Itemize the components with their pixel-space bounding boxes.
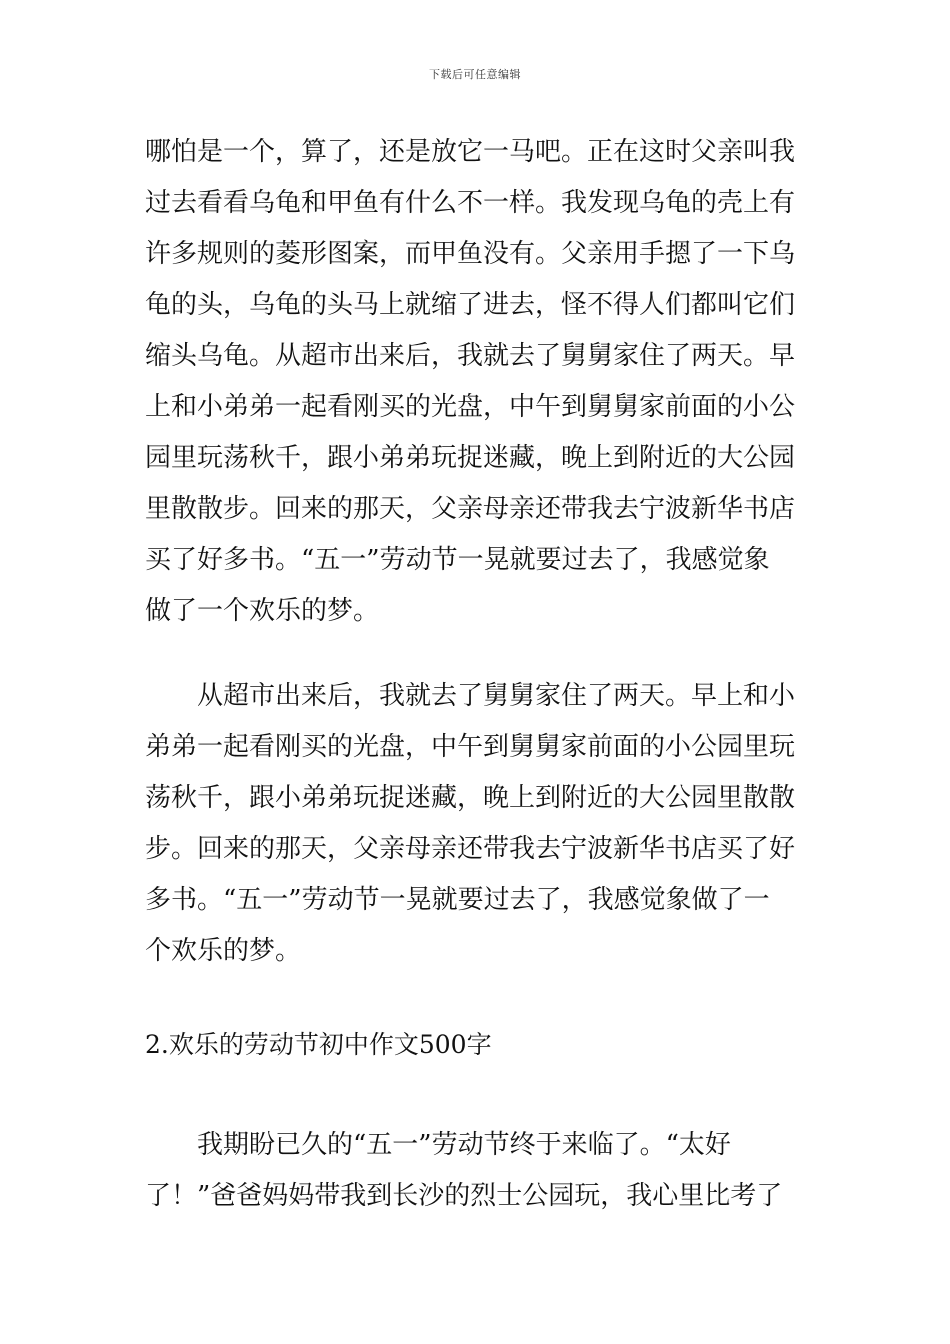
paragraph-line: 做了一个欢乐的梦。 [145,596,380,626]
paragraph-line: 我期盼已久的“五一”劳动节终于来临了。“太好 [197,1130,731,1160]
paragraph-line: 上和小弟弟一起看刚买的光盘，中午到舅舅家前面的小公 [145,392,796,422]
paragraph-line: 园里玩荡秋千，跟小弟弟玩捉迷藏，晚上到附近的大公园 [145,443,796,473]
paragraph-1 [145,127,805,637]
paragraph-line: 哪怕是一个，算了，还是放它一马吧。正在这时父亲叫我 [145,137,796,167]
paragraph-2 [145,671,805,977]
paragraph-line: 买了好多书。“五一”劳动节一晃就要过去了，我感觉象 [145,545,770,575]
paragraph-line: 弟弟一起看刚买的光盘，中午到舅舅家前面的小公园里玩 [145,732,796,762]
paragraph-line: 过去看看乌龟和甲鱼有什么不一样。我发现乌龟的壳上有 [145,188,796,218]
paragraph-line: 个欢乐的梦。 [145,936,302,966]
paragraph-line: 龟的头，乌龟的头马上就缩了进去，怪不得人们都叫它们 [145,290,796,320]
section-heading: 2.欢乐的劳动节初中作文500字 [145,1030,492,1059]
paragraph-line: 许多规则的菱形图案，而甲鱼没有。父亲用手摁了一下乌 [145,239,796,269]
paragraph-line: 步。回来的那天，父亲母亲还带我去宁波新华书店买了好 [145,834,796,864]
paragraph-line: 荡秋千，跟小弟弟玩捉迷藏，晚上到附近的大公园里散散 [145,783,796,813]
page-header: 下载后可任意编辑 [429,68,521,81]
paragraph-line: 了！”爸爸妈妈带我到长沙的烈士公园玩，我心里比考了 [145,1181,783,1211]
paragraph-line: 多书。“五一”劳动节一晃就要过去了，我感觉象做了一 [145,885,770,915]
paragraph-line: 从超市出来后，我就去了舅舅家住了两天。早上和小 [197,681,796,711]
paragraph-3 [145,1120,805,1222]
paragraph-line: 里散散步。回来的那天，父亲母亲还带我去宁波新华书店 [145,494,796,524]
paragraph-line: 缩头乌龟。从超市出来后，我就去了舅舅家住了两天。早 [145,341,796,371]
